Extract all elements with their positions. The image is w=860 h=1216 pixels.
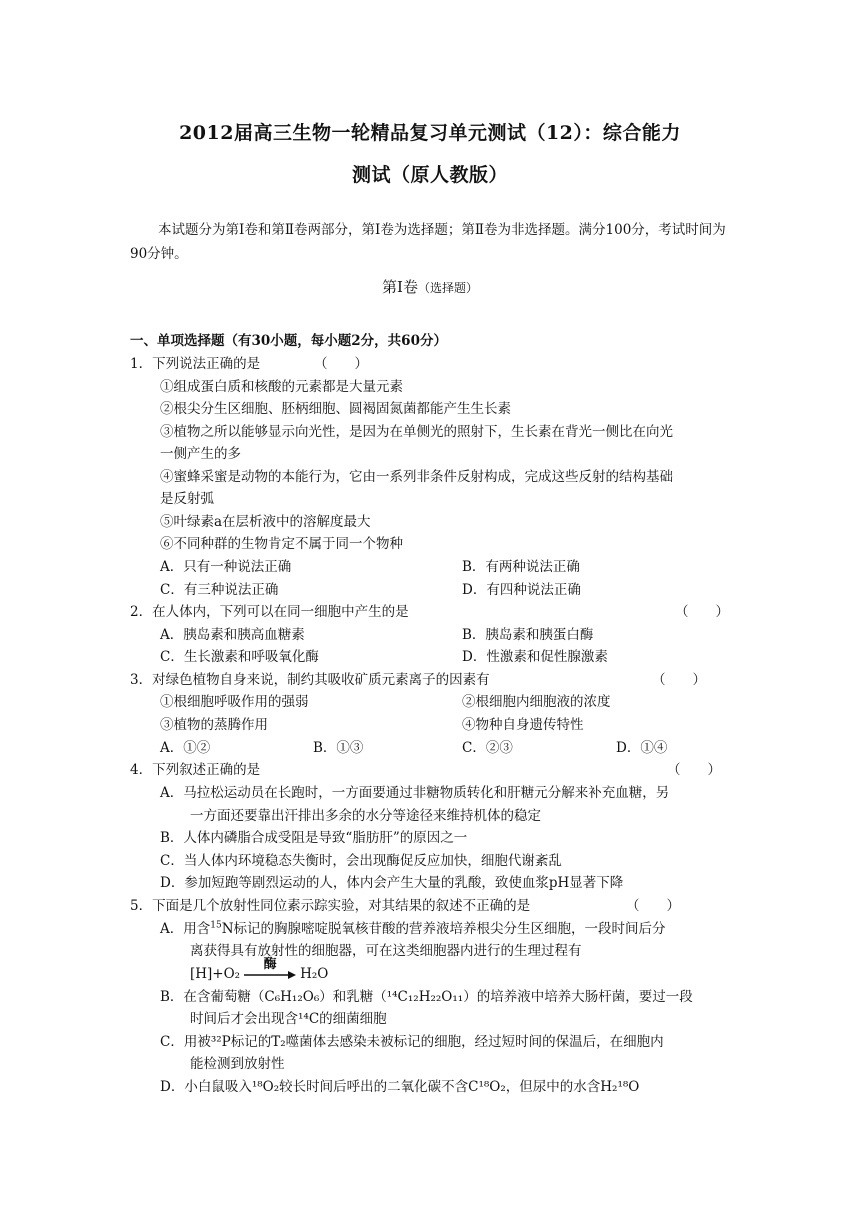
q5-stem: 5．下面是几个放射性同位素示踪实验，对其结果的叙述不正确的是	[130, 898, 531, 914]
q1-stem: 1．下列说法正确的是	[130, 356, 261, 372]
q2-option-b: B．胰岛素和胰蛋白酶	[462, 627, 594, 643]
enzyme-label: 酶	[263, 957, 277, 972]
q3-statement-1: ①根细胞呼吸作用的强弱	[160, 694, 309, 710]
q4-option-a-line1: A．马拉松运动员在长跑时，一方面要通过非糖物质转化和肝糖元分解来补充血糖，另	[160, 785, 670, 801]
intro-paragraph: 本试题分为第Ⅰ卷和第Ⅱ卷两部分，第Ⅰ卷为选择题；第Ⅱ卷为非选择题。满分100分，考试时间为90分钟。	[130, 222, 726, 262]
q2-option-a: A．胰岛素和胰高血糖素	[160, 627, 305, 643]
q1-option-b: B．有两种说法正确	[462, 559, 580, 575]
q5-a-text: N标记的胸腺嘧啶脱氧核苷酸的营养液培养根尖分生区细胞，一段时间后分	[221, 921, 666, 937]
volume-title: 第Ⅰ卷	[382, 278, 418, 296]
q5-option-c-line1: C．用被³²P标记的T₂噬菌体去感染未被标记的细胞，经过短时间的保温后，在细胞内	[160, 1034, 664, 1050]
q4-answer-paren: （ ）	[667, 762, 721, 778]
q2-stem: 2．在人体内，下列可以在同一细胞中产生的是	[130, 604, 409, 620]
q5-option-c-line2: 能检测到放射性	[190, 1056, 285, 1072]
q1-statement-3b: 一侧产生的多	[160, 446, 241, 462]
q1-statement-6: ⑥不同种群的生物肯定不属于同一个物种	[160, 536, 403, 552]
q3-option-b: B．①③	[313, 740, 364, 756]
q2-answer-paren: （ ）	[675, 604, 729, 620]
section-heading: 一、单项选择题（有30小题，每小题2分，共60分）	[130, 333, 447, 349]
q1-statement-4a: ④蜜蜂采蜜是动物的本能行为，它由一系列非条件反射构成，完成这些反射的结构基础	[160, 469, 673, 485]
q4-option-a-line2: 一方面还要靠出汗排出多余的水分等途径来维持机体的稳定	[190, 808, 541, 824]
q5-option-b-line1: B．在含葡萄糖（C₆H₁₂O₆）和乳糖（¹⁴C₁₂H₂₂O₁₁）的培养液中培养大肠杆菌，要过一段	[160, 989, 693, 1005]
q2-option-d: D．性激素和促性腺激素	[462, 649, 608, 665]
volume-heading	[0, 276, 860, 297]
q4-option-d: D．参加短跑等剧烈运动的人，体内会产生大量的乳酸，致使血浆pH显著下降	[160, 875, 624, 891]
q1-statement-3a: ③植物之所以能够显示向光性，是因为在单侧光的照射下，生长素在背光一侧比在向光	[160, 424, 673, 440]
q3-statement-2: ②根细胞内细胞液的浓度	[462, 694, 611, 710]
q1-option-d: D．有四种说法正确	[462, 582, 581, 598]
enzyme-reaction-equation	[190, 957, 329, 985]
doc-title-line-2: 测试（原人教版）	[351, 164, 508, 186]
q4-stem: 4．下列叙述正确的是	[130, 762, 261, 778]
q3-option-a: A．①②	[160, 740, 211, 756]
q1-statement-4b: 是反射弧	[160, 491, 214, 507]
q2-option-c: C．生长激素和呼吸氧化酶	[160, 649, 319, 665]
q3-answer-paren: （ ）	[652, 672, 706, 688]
q5-a-prefix: A．用含	[160, 921, 211, 937]
volume-subtitle: （选择题）	[417, 281, 478, 295]
q3-option-c: C．②③	[462, 740, 513, 756]
equation-product: H₂O	[300, 966, 329, 982]
q4-option-c: C．当人体内环境稳态失衡时，会出现酶促反应加快，细胞代谢紊乱	[160, 853, 562, 869]
q1-statement-2: ②根尖分生区细胞、胚柄细胞、圆褐固氮菌都能产生生长素	[160, 401, 511, 417]
q5-option-b-line2: 时间后才会出现含¹⁴C的细菌细胞	[190, 1011, 387, 1027]
q1-option-c: C．有三种说法正确	[160, 582, 279, 598]
doc-title-line-1: 2012届高三生物一轮精品复习单元测试（12）：综合能力	[179, 122, 681, 144]
q5-option-a-line1	[160, 918, 666, 940]
q1-statement-5: ⑤叶绿素a在层析液中的溶解度最大	[160, 514, 371, 530]
q5-a-isotope-mass: 15	[210, 920, 222, 931]
q5-option-d: D．小白鼠吸入¹⁸O₂较长时间后呼出的二氧化碳不含C¹⁸O₂，但尿中的水含H₂¹⁸O	[160, 1079, 640, 1095]
q3-option-d: D．①④	[616, 740, 668, 756]
q3-statement-4: ④物种自身遗传特性	[462, 717, 584, 733]
q1-answer-paren: （ ）	[314, 356, 368, 372]
q3-stem: 3．对绿色植物自身来说，制约其吸收矿质元素离子的因素有	[130, 672, 490, 688]
q5-answer-paren: （ ）	[626, 898, 680, 914]
q1-option-a: A．只有一种说法正确	[160, 559, 292, 575]
equation-reactants: [H]+O₂	[190, 966, 241, 982]
reaction-arrow-icon	[244, 957, 296, 985]
q1-statement-1: ①组成蛋白质和核酸的元素都是大量元素	[160, 379, 403, 395]
q5-option-a-line2: 离获得具有放射性的细胞器，可在这类细胞器内进行的生理过程有	[190, 943, 582, 959]
q3-statement-3: ③植物的蒸腾作用	[160, 717, 268, 733]
q4-option-b: B．人体内磷脂合成受阻是导致“脂肪肝”的原因之一	[160, 830, 468, 846]
